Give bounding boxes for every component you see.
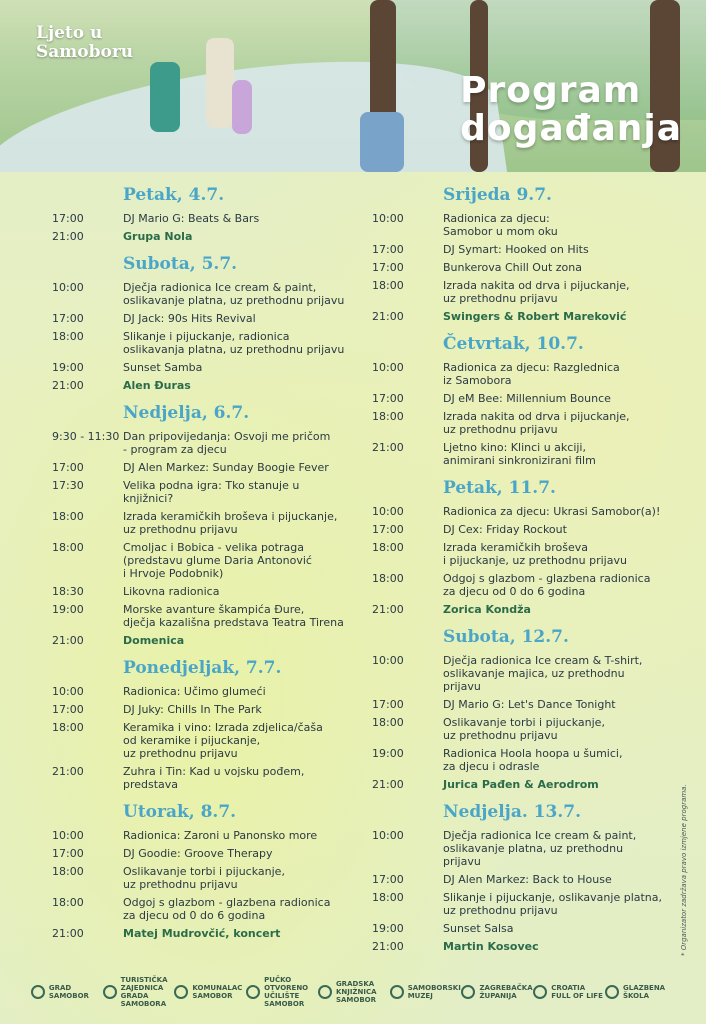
event-row bbox=[52, 685, 352, 698]
event-row bbox=[372, 361, 672, 387]
event-row bbox=[52, 312, 352, 325]
event-row bbox=[52, 430, 352, 456]
sponsor-emblem-icon bbox=[318, 985, 332, 999]
event-description: Dječja radionica Ice cream & paint, oslikavanje platna, uz prethodnu prijavu bbox=[443, 829, 637, 868]
event-row bbox=[52, 379, 352, 392]
sponsor-logo bbox=[390, 984, 460, 1000]
event-row bbox=[372, 778, 672, 791]
event-time: 17:30 bbox=[52, 479, 84, 492]
event-row bbox=[372, 523, 672, 536]
event-description: Dan pripovijedanja: Osvoji me pričom - program za djecu bbox=[123, 430, 331, 456]
event-time: 17:00 bbox=[52, 461, 84, 474]
event-time: 17:00 bbox=[52, 212, 84, 225]
sponsor-emblem-icon bbox=[103, 985, 117, 999]
event-time: 21:00 bbox=[372, 603, 404, 616]
event-description: Ljetno kino: Klinci u akciji, animirani sinkronizirani film bbox=[443, 441, 596, 467]
event-time: 18:00 bbox=[372, 279, 404, 292]
child-on-scooter-figure bbox=[150, 62, 180, 132]
event-time: 18:00 bbox=[52, 541, 84, 554]
event-description: Likovna radionica bbox=[123, 585, 220, 598]
event-description: Radionica Hoola hoopa u šumici, za djecu i odrasle bbox=[443, 747, 623, 773]
event-row bbox=[372, 243, 672, 256]
event-time: 18:00 bbox=[372, 541, 404, 554]
event-description: Zuhra i Tin: Kad u vojsku pođem, predstava bbox=[123, 765, 305, 791]
sponsor-emblem-icon bbox=[461, 985, 475, 999]
sponsor-emblem-icon bbox=[533, 985, 547, 999]
event-headliner: Matej Mudrovčić, koncert bbox=[123, 927, 281, 940]
event-time: 21:00 bbox=[52, 765, 84, 778]
sponsor-logo bbox=[246, 976, 316, 1008]
event-description: Slikanje i pijuckanje, oslikavanje platna, uz prethodnu prijavu bbox=[443, 891, 663, 917]
event-row bbox=[372, 392, 672, 405]
event-row bbox=[52, 461, 352, 474]
event-row bbox=[372, 716, 672, 742]
disclaimer bbox=[680, 786, 694, 956]
day-title: Četvrtak, 10.7. bbox=[443, 334, 584, 354]
event-description: DJ eM Bee: Millennium Bounce bbox=[443, 392, 611, 405]
event-time: 9:30 - 11:30 bbox=[52, 430, 120, 443]
sponsor-emblem-icon bbox=[605, 985, 619, 999]
event-row bbox=[52, 634, 352, 647]
day-section bbox=[372, 801, 672, 953]
sponsor-name: KOMUNALAC SAMOBOR bbox=[192, 984, 243, 1000]
day-section bbox=[372, 184, 672, 323]
event-row bbox=[52, 212, 352, 225]
event-time: 18:00 bbox=[372, 716, 404, 729]
event-row bbox=[372, 279, 672, 305]
event-headliner: Zorica Kondža bbox=[443, 603, 531, 616]
event-row bbox=[372, 940, 672, 953]
sponsor-name: PUČKO OTVORENO UČILIŠTE SAMOBOR bbox=[264, 976, 309, 1008]
event-time: 10:00 bbox=[372, 505, 404, 518]
event-row bbox=[372, 505, 672, 518]
event-row bbox=[52, 847, 352, 860]
sponsor-emblem-icon bbox=[246, 985, 260, 999]
event-description: Dječja radionica Ice cream & paint, oslikavanje platna, uz prethodnu prijavu bbox=[123, 281, 345, 307]
event-description: Oslikavanje torbi i pijuckanje, uz prethodnu prijavu bbox=[123, 865, 285, 891]
event-time: 19:00 bbox=[52, 603, 84, 616]
event-row bbox=[372, 261, 672, 274]
event-description: DJ Goodie: Groove Therapy bbox=[123, 847, 273, 860]
day-section bbox=[52, 253, 352, 392]
sponsor-logos bbox=[0, 972, 706, 1012]
elderly-figure bbox=[360, 112, 404, 172]
event-description: DJ Mario G: Beats & Bars bbox=[123, 212, 260, 225]
event-time: 21:00 bbox=[372, 778, 404, 791]
event-time: 17:00 bbox=[372, 523, 404, 536]
brand-line: Ljeto u bbox=[36, 23, 103, 43]
event-row bbox=[372, 212, 672, 238]
event-row bbox=[372, 572, 672, 598]
event-description: Izrada keramičkih broševa i pijuckanje, uz prethodnu prijavu bbox=[123, 510, 338, 536]
event-time: 17:00 bbox=[372, 873, 404, 886]
event-row bbox=[52, 865, 352, 891]
event-row bbox=[372, 654, 672, 693]
event-time: 18:00 bbox=[52, 510, 84, 523]
day-title: Petak, 4.7. bbox=[123, 185, 225, 205]
event-row bbox=[372, 310, 672, 323]
event-time: 18:00 bbox=[372, 891, 404, 904]
event-row bbox=[52, 829, 352, 842]
day-section bbox=[372, 333, 672, 467]
sponsor-emblem-icon bbox=[174, 985, 188, 999]
day-title: Ponedjeljak, 7.7. bbox=[123, 658, 282, 678]
sponsor-name: CROATIA FULL OF LIFE bbox=[551, 984, 603, 1000]
event-description: DJ Cex: Friday Rockout bbox=[443, 523, 567, 536]
sponsor-logo bbox=[103, 976, 173, 1008]
sponsor-logo bbox=[533, 984, 603, 1000]
event-time: 18:00 bbox=[52, 330, 84, 343]
event-row bbox=[372, 410, 672, 436]
event-headliner: Martin Kosovec bbox=[443, 940, 539, 953]
schedule-column-left bbox=[52, 184, 352, 946]
event-description: Izrada nakita od drva i pijuckanje, uz prethodnu prijavu bbox=[443, 410, 630, 436]
event-time: 21:00 bbox=[52, 379, 84, 392]
sponsor-name: ZAGREBAČKA ŽUPANIJA bbox=[479, 984, 533, 1000]
day-title: Srijeda 9.7. bbox=[443, 185, 552, 205]
event-description: Dječja radionica Ice cream & T-shirt, oslikavanje majica, uz prethodnu prijavu bbox=[443, 654, 643, 693]
sponsor-logo bbox=[174, 984, 244, 1000]
event-time: 19:00 bbox=[372, 922, 404, 935]
event-time: 10:00 bbox=[52, 685, 84, 698]
sponsor-emblem-icon bbox=[31, 985, 45, 999]
event-time: 21:00 bbox=[52, 230, 84, 243]
event-time: 21:00 bbox=[372, 441, 404, 454]
event-time: 17:00 bbox=[372, 243, 404, 256]
event-time: 18:00 bbox=[52, 721, 84, 734]
child-figure bbox=[232, 80, 252, 134]
sponsor-logo bbox=[461, 984, 531, 1000]
event-row bbox=[52, 541, 352, 580]
event-row bbox=[52, 281, 352, 307]
event-time: 17:00 bbox=[372, 261, 404, 274]
event-row bbox=[372, 891, 672, 917]
event-row bbox=[52, 479, 352, 505]
event-time: 18:00 bbox=[372, 572, 404, 585]
event-time: 10:00 bbox=[372, 212, 404, 225]
event-description: Izrada nakita od drva i pijuckanje, uz prethodnu prijavu bbox=[443, 279, 630, 305]
event-row bbox=[372, 603, 672, 616]
day-title: Nedjelja, 6.7. bbox=[123, 403, 250, 423]
event-time: 19:00 bbox=[52, 361, 84, 374]
title-line: događanja bbox=[460, 108, 682, 149]
event-description: Cmoljac i Bobica - velika potraga (predstavu glume Daria Antonović i Hrvoje Podobnik) bbox=[123, 541, 312, 580]
title-line: Program bbox=[460, 70, 642, 111]
day-title: Utorak, 8.7. bbox=[123, 802, 237, 822]
event-headliner: Domenica bbox=[123, 634, 185, 647]
event-description: DJ Mario G: Let's Dance Tonight bbox=[443, 698, 616, 711]
day-section bbox=[52, 801, 352, 940]
event-description: Odgoj s glazbom - glazbena radionica za djecu od 0 do 6 godina bbox=[123, 896, 331, 922]
event-row bbox=[372, 922, 672, 935]
event-description: DJ Juky: Chills In The Park bbox=[123, 703, 262, 716]
event-time: 17:00 bbox=[52, 847, 84, 860]
event-row bbox=[52, 361, 352, 374]
day-section bbox=[372, 626, 672, 791]
event-time: 10:00 bbox=[52, 281, 84, 294]
event-row bbox=[372, 747, 672, 773]
event-description: Odgoj s glazbom - glazbena radionica za djecu od 0 do 6 godina bbox=[443, 572, 651, 598]
day-section bbox=[372, 477, 672, 616]
event-description: DJ Alen Markez: Sunday Boogie Fever bbox=[123, 461, 329, 474]
event-time: 19:00 bbox=[372, 747, 404, 760]
event-headliner: Grupa Nola bbox=[123, 230, 193, 243]
event-headliner: Alen Đuras bbox=[123, 379, 191, 392]
event-row bbox=[372, 541, 672, 567]
brand-logo bbox=[36, 24, 133, 62]
event-row bbox=[52, 703, 352, 716]
event-time: 18:30 bbox=[52, 585, 84, 598]
event-description: Radionica za djecu: Ukrasi Samobor(a)! bbox=[443, 505, 661, 518]
day-title: Subota, 12.7. bbox=[443, 627, 569, 647]
page-title bbox=[460, 72, 682, 148]
event-time: 17:00 bbox=[372, 392, 404, 405]
event-time: 21:00 bbox=[52, 927, 84, 940]
sponsor-logo bbox=[318, 980, 388, 1004]
event-row bbox=[52, 510, 352, 536]
event-time: 17:00 bbox=[52, 703, 84, 716]
day-section bbox=[52, 657, 352, 791]
event-time: 18:00 bbox=[52, 896, 84, 909]
event-time: 17:00 bbox=[52, 312, 84, 325]
event-headliner: Swingers & Robert Mareković bbox=[443, 310, 627, 323]
day-section bbox=[52, 402, 352, 647]
event-time: 21:00 bbox=[52, 634, 84, 647]
event-row bbox=[372, 829, 672, 868]
sponsor-name: SAMOBORSKI MUZEJ bbox=[407, 984, 461, 1000]
event-description: Slikanje i pijuckanje, radionica oslikavanja platna, uz prethodnu prijavu bbox=[123, 330, 345, 356]
event-description: Sunset Salsa bbox=[443, 922, 514, 935]
sponsor-name: GRAD SAMOBOR bbox=[48, 984, 89, 1000]
event-time: 10:00 bbox=[52, 829, 84, 842]
event-description: Bunkerova Chill Out zona bbox=[443, 261, 582, 274]
event-description: Velika podna igra: Tko stanuje u knjižnici? bbox=[123, 479, 300, 505]
event-row bbox=[52, 585, 352, 598]
sponsor-name: TURISTIČKA ZAJEDNICA GRADA SAMOBORA bbox=[120, 976, 168, 1008]
day-title: Petak, 11.7. bbox=[443, 478, 556, 498]
event-description: Radionica za djecu: Razglednica iz Samobora bbox=[443, 361, 620, 387]
disclaimer-text: * Organizator zadržava pravo izmjene programa. bbox=[680, 784, 688, 956]
sponsor-logo bbox=[605, 984, 675, 1000]
event-row bbox=[372, 873, 672, 886]
adult-figure bbox=[206, 38, 234, 128]
event-time: 21:00 bbox=[372, 310, 404, 323]
event-row bbox=[372, 698, 672, 711]
event-time: 18:00 bbox=[372, 410, 404, 423]
event-description: Sunset Samba bbox=[123, 361, 203, 374]
event-time: 17:00 bbox=[372, 698, 404, 711]
event-row bbox=[52, 603, 352, 629]
event-description: DJ Alen Markez: Back to House bbox=[443, 873, 612, 886]
brand-line: Samoboru bbox=[36, 42, 134, 62]
event-description: DJ Symart: Hooked on Hits bbox=[443, 243, 589, 256]
event-description: Izrada keramičkih broševa i pijuckanje, uz prethodnu prijavu bbox=[443, 541, 627, 567]
event-time: 21:00 bbox=[372, 940, 404, 953]
day-title: Subota, 5.7. bbox=[123, 254, 238, 274]
event-time: 10:00 bbox=[372, 361, 404, 374]
event-headliner: Jurica Pađen & Aerodrom bbox=[443, 778, 599, 791]
event-row bbox=[52, 721, 352, 760]
sponsor-name: GLAZBENA ŠKOLA bbox=[623, 984, 666, 1000]
event-row bbox=[372, 441, 672, 467]
event-description: Oslikavanje torbi i pijuckanje, uz prethodnu prijavu bbox=[443, 716, 605, 742]
event-description: Radionica: Zaroni u Panonsko more bbox=[123, 829, 318, 842]
event-time: 10:00 bbox=[372, 829, 404, 842]
header-illustration bbox=[0, 0, 706, 172]
sponsor-name: GRADSKA KNJIŽNICA SAMOBOR bbox=[335, 980, 377, 1004]
day-title: Nedjelja. 13.7. bbox=[443, 802, 581, 822]
sponsor-emblem-icon bbox=[390, 985, 404, 999]
event-description: Keramika i vino: Izrada zdjelica/čaša od keramike i pijuckanje, uz prethodnu prijavu bbox=[123, 721, 323, 760]
event-time: 10:00 bbox=[372, 654, 404, 667]
day-section bbox=[52, 184, 352, 243]
event-description: DJ Jack: 90s Hits Revival bbox=[123, 312, 256, 325]
event-description: Morske avanture škampića Đure, dječja kazališna predstava Teatra Tirena bbox=[123, 603, 344, 629]
event-row bbox=[52, 230, 352, 243]
event-row bbox=[52, 896, 352, 922]
event-row bbox=[52, 927, 352, 940]
event-time: 18:00 bbox=[52, 865, 84, 878]
sponsor-logo bbox=[31, 984, 101, 1000]
event-row bbox=[52, 330, 352, 356]
schedule-column-right bbox=[372, 184, 672, 959]
event-row bbox=[52, 765, 352, 791]
event-description: Radionica: Učimo glumeći bbox=[123, 685, 266, 698]
event-description: Radionica za djecu: Samobor u mom oku bbox=[443, 212, 558, 238]
